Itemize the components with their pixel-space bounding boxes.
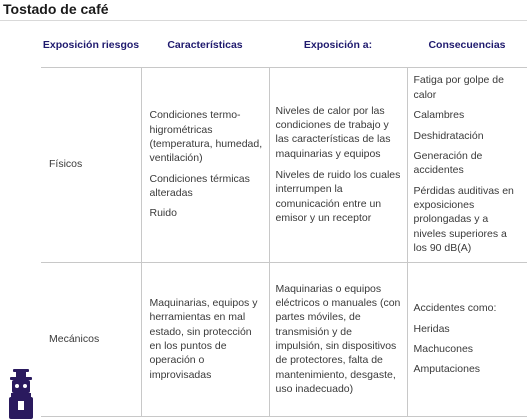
characteristic-item: Maquinarias, equipos y herramientas en mal estado, sin protección en los puntos de operación o improvisadas bbox=[149, 296, 258, 381]
worker-mascot-icon bbox=[8, 369, 34, 419]
exposure-item: Niveles de calor por las condiciones de trabajo y las características de las maquinarias y equipos bbox=[275, 104, 391, 160]
characteristic-item: Ruido bbox=[149, 207, 177, 220]
header-exposicion-a: Exposición a: bbox=[269, 23, 407, 67]
consequences-cell bbox=[407, 67, 527, 262]
exposure-item: Niveles de ruido los cuales interrumpen la comunicación entre un emisor y un receptor bbox=[275, 169, 401, 225]
consequence-item: Machucones bbox=[413, 343, 474, 355]
title-divider bbox=[0, 20, 527, 21]
characteristic-item: Condiciones térmicas alteradas bbox=[149, 172, 250, 200]
table-row bbox=[41, 67, 527, 262]
exposure-item: Maquinarias o equipos eléctricos o manuales (con partes móviles, de transmisión y de impulsión, sin dispositivos de protectores, falta de mantenimiento, desgaste, uso inadecuado) bbox=[275, 282, 401, 396]
header-consecuencias: Consecuencias bbox=[407, 23, 527, 67]
page-title: Tostado de café bbox=[3, 1, 109, 17]
header-exposicion-riesgos: Exposición riesgos bbox=[41, 23, 141, 67]
consequence-item: Deshidratación bbox=[413, 129, 484, 142]
table-header-row bbox=[41, 23, 527, 67]
exposure-cell bbox=[269, 262, 407, 416]
header-caracteristicas: Características bbox=[141, 23, 269, 67]
consequences-cell bbox=[407, 262, 527, 416]
characteristic-item: Condiciones termo-higrométricas (temperatura, humedad, ventilación) bbox=[149, 109, 263, 165]
consequence-item: Amputaciones bbox=[413, 363, 481, 376]
characteristics-cell bbox=[141, 262, 269, 416]
table-row bbox=[41, 262, 527, 416]
risk-table bbox=[41, 23, 527, 417]
consequence-item: Generación de accidentes bbox=[413, 149, 483, 177]
consequence-item: Fatiga por golpe de calor bbox=[413, 74, 504, 101]
consequence-item: Heridas bbox=[413, 322, 450, 335]
consequence-item: Pérdidas auditivas en exposiciones prolongadas y a niveles superiores a los 90 dB(A) bbox=[413, 184, 514, 255]
risk-type: Físicos bbox=[49, 158, 83, 171]
exposure-cell bbox=[269, 67, 407, 262]
consequence-item: Accidentes como: bbox=[413, 302, 497, 315]
characteristics-cell bbox=[141, 67, 269, 262]
consequence-item: Calambres bbox=[413, 109, 465, 122]
risk-type: Mecánicos bbox=[49, 332, 100, 345]
